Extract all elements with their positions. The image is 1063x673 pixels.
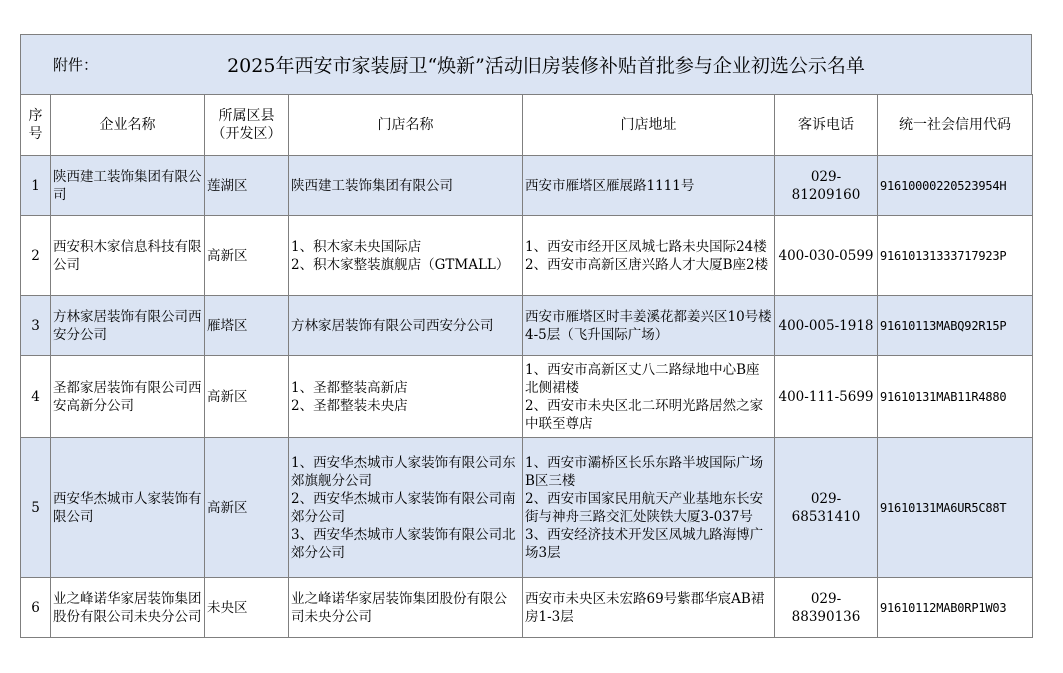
cell-phone: 029-81209160 xyxy=(775,156,878,216)
store-line: 方林家居装饰有限公司西安分公司 xyxy=(291,317,494,334)
address-line: 1、西安市经开区凤城七路未央国际24楼 xyxy=(525,238,767,255)
store-line: 1、西安华杰城市人家装饰有限公司东郊旗舰分公司 xyxy=(291,454,516,489)
cell-company: 陕西建工装饰集团有限公司 xyxy=(51,156,205,216)
table-row xyxy=(21,356,1033,438)
col-header-no: 序号 xyxy=(21,95,51,156)
cell-district: 雁塔区 xyxy=(205,296,289,356)
cell-store xyxy=(289,356,523,438)
address-line: 2、西安市高新区唐兴路人才大厦B座2楼 xyxy=(525,256,769,273)
cell-code: 91610000220523954H xyxy=(878,156,1033,216)
cell-company: 西安积木家信息科技有限公司 xyxy=(51,216,205,296)
title-row xyxy=(20,34,1032,94)
cell-address xyxy=(523,216,775,296)
cell-phone: 400-111-5699 xyxy=(775,356,878,438)
cell-district: 未央区 xyxy=(205,578,289,638)
company-list-table xyxy=(20,94,1033,638)
cell-district: 高新区 xyxy=(205,216,289,296)
cell-address xyxy=(523,438,775,578)
col-header-company: 企业名称 xyxy=(51,95,205,156)
store-line: 2、圣都整装未央店 xyxy=(291,397,408,414)
cell-address xyxy=(523,296,775,356)
address-line: 2、西安市国家民用航天产业基地东长安街与神舟三路交汇处陕铁大厦3-037号 xyxy=(525,490,764,525)
address-line: 西安市雁塔区时丰姜溪花都姜兴区10号楼4-5层（飞升国际广场） xyxy=(525,308,772,343)
document-sheet xyxy=(20,34,1032,638)
cell-district: 莲湖区 xyxy=(205,156,289,216)
table-row xyxy=(21,578,1033,638)
store-line: 3、西安华杰城市人家装饰有限公司北郊分公司 xyxy=(291,526,516,561)
store-line: 1、积木家未央国际店 xyxy=(291,238,422,255)
col-header-address: 门店地址 xyxy=(523,95,775,156)
cell-store xyxy=(289,438,523,578)
table-row xyxy=(21,216,1033,296)
attachment-label: 附件： xyxy=(53,56,99,74)
cell-code: 91610113MABQ92R15P xyxy=(878,296,1033,356)
cell-phone: 029-68531410 xyxy=(775,438,878,578)
cell-code: 91610112MAB0RP1W03 xyxy=(878,578,1033,638)
store-line: 1、圣都整装高新店 xyxy=(291,379,408,396)
address-line: 1、西安市灞桥区长乐东路半坡国际广场B区三楼 xyxy=(525,454,764,489)
address-line: 2、西安市未央区北二环明光路居然之家中联至尊店 xyxy=(525,397,764,432)
cell-code: 91610131MAB11R4880 xyxy=(878,356,1033,438)
address-line: 西安市雁塔区雁展路1111号 xyxy=(525,177,695,194)
store-line: 2、西安华杰城市人家装饰有限公司南郊分公司 xyxy=(291,490,516,525)
cell-no: 6 xyxy=(21,578,51,638)
cell-company: 方林家居装饰有限公司西安分公司 xyxy=(51,296,205,356)
cell-store xyxy=(289,296,523,356)
col-header-phone: 客诉电话 xyxy=(775,95,878,156)
col-header-store: 门店名称 xyxy=(289,95,523,156)
cell-store xyxy=(289,578,523,638)
cell-address xyxy=(523,356,775,438)
cell-no: 2 xyxy=(21,216,51,296)
col-header-district: 所属区县（开发区） xyxy=(205,95,289,156)
header-row xyxy=(21,95,1033,156)
address-line: 西安市未央区未宏路69号紫郡华宸AB裙房1-3层 xyxy=(525,590,765,625)
table-row xyxy=(21,156,1033,216)
cell-company: 业之峰诺华家居装饰集团股份有限公司未央分公司 xyxy=(51,578,205,638)
cell-address xyxy=(523,578,775,638)
cell-store xyxy=(289,216,523,296)
cell-no: 5 xyxy=(21,438,51,578)
cell-district: 高新区 xyxy=(205,438,289,578)
cell-phone: 400-005-1918 xyxy=(775,296,878,356)
address-line: 1、西安市高新区丈八二路绿地中心B座北侧裙楼 xyxy=(525,361,760,396)
col-header-code: 统一社会信用代码 xyxy=(878,95,1033,156)
cell-phone: 400-030-0599 xyxy=(775,216,878,296)
address-line: 3、西安经济技术开发区凤城九路海博广场3层 xyxy=(525,526,764,561)
cell-code: 91610131333717923P xyxy=(878,216,1033,296)
table-row xyxy=(21,438,1033,578)
cell-no: 4 xyxy=(21,356,51,438)
cell-company: 西安华杰城市人家装饰有限公司 xyxy=(51,438,205,578)
store-line: 业之峰诺华家居装饰集团股份有限公司未央分公司 xyxy=(291,590,507,625)
store-line: 2、积木家整装旗舰店（GTMALL） xyxy=(291,256,510,273)
cell-district: 高新区 xyxy=(205,356,289,438)
cell-company: 圣都家居装饰有限公司西安高新分公司 xyxy=(51,356,205,438)
cell-no: 1 xyxy=(21,156,51,216)
cell-no: 3 xyxy=(21,296,51,356)
cell-code: 91610131MA6UR5C88T xyxy=(878,438,1033,578)
cell-store xyxy=(289,156,523,216)
cell-phone: 029-88390136 xyxy=(775,578,878,638)
store-line: 陕西建工装饰集团有限公司 xyxy=(291,177,453,194)
table-row xyxy=(21,296,1033,356)
page-title: 2025年西安市家装厨卫“焕新”活动旧房装修补贴首批参与企业初选公示名单 xyxy=(227,55,865,77)
cell-address xyxy=(523,156,775,216)
